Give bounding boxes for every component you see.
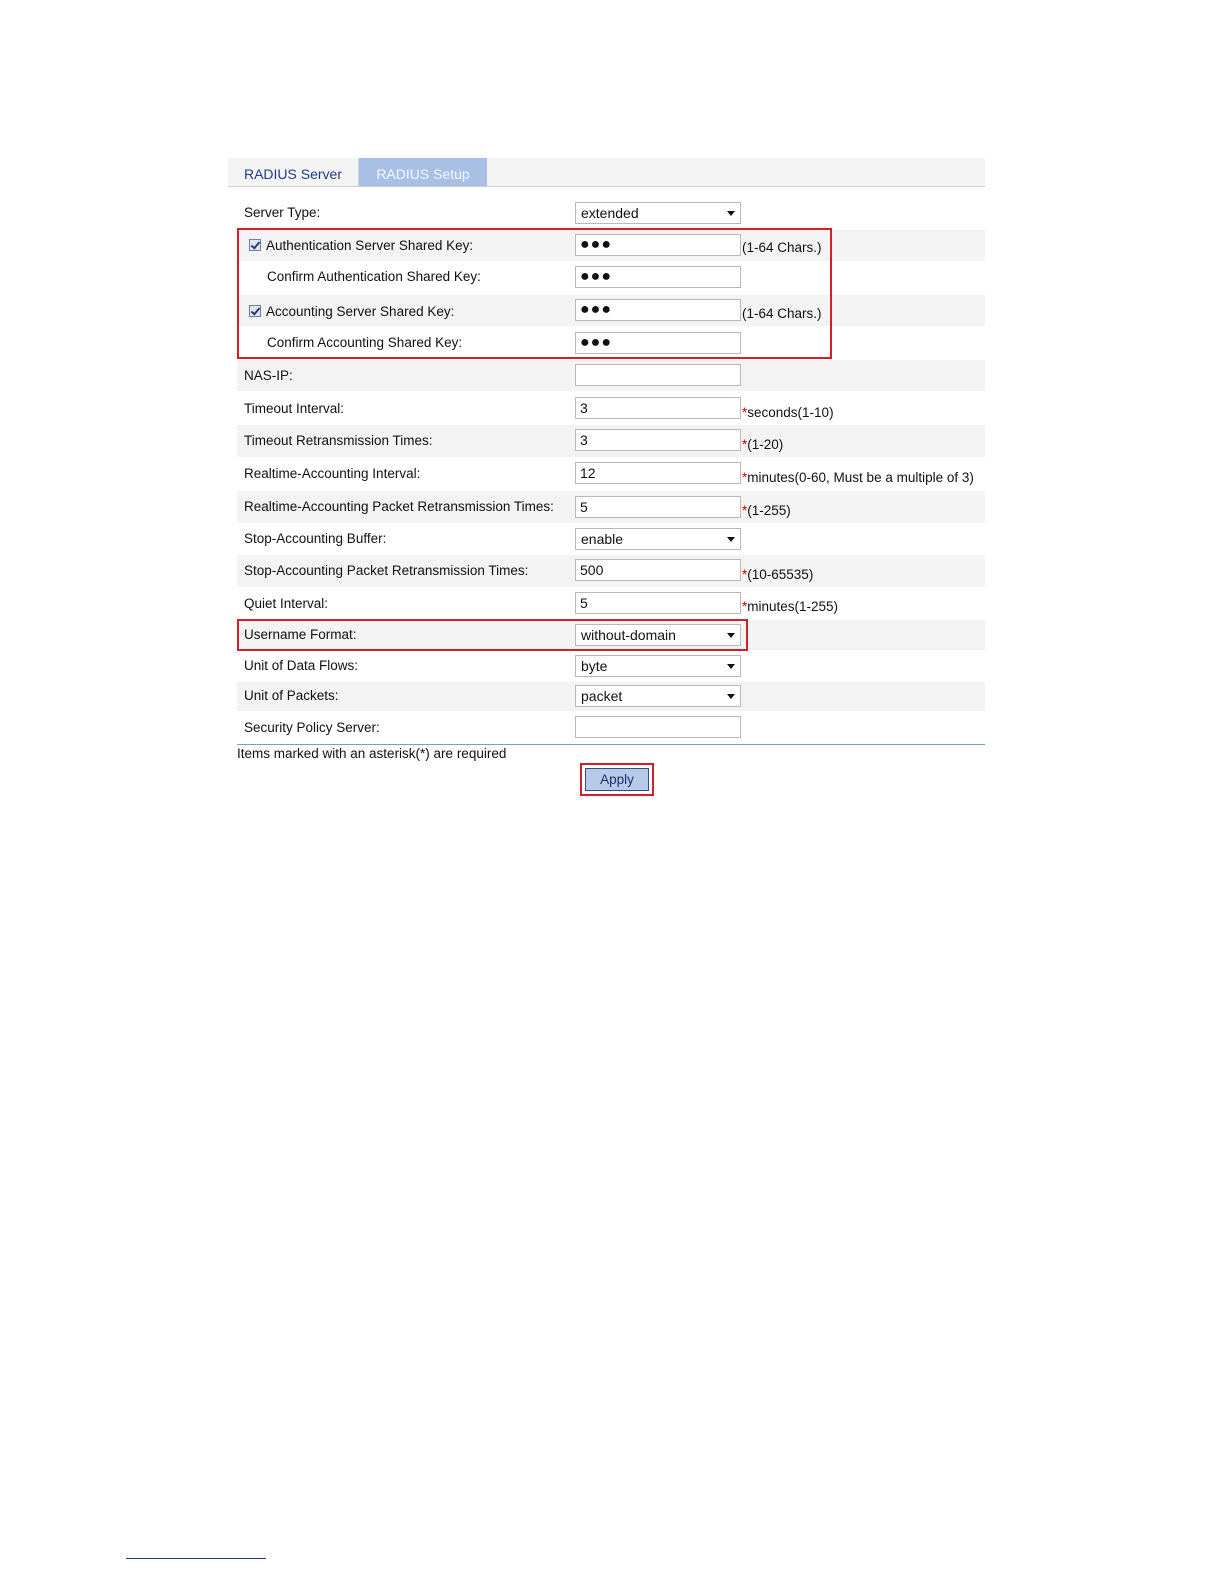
- nas-ip-input[interactable]: [575, 364, 741, 386]
- chevron-down-icon: [727, 694, 735, 699]
- highlight-username-format-box: [237, 619, 748, 651]
- rt-acct-interval-input[interactable]: 12: [575, 462, 741, 484]
- stop-acct-retrans-input[interactable]: 500: [575, 559, 741, 581]
- quiet-interval-label: Quiet Interval:: [244, 596, 329, 611]
- quiet-interval-hint: *minutes(1-255): [742, 599, 839, 614]
- row-nas-ip: [237, 360, 985, 391]
- chevron-down-icon: [727, 664, 735, 669]
- confirm-acct-key-input[interactable]: ●●●: [575, 332, 741, 354]
- rt-acct-retrans-input[interactable]: 5: [575, 496, 741, 518]
- auth-key-label: Authentication Server Shared Key:: [266, 238, 474, 253]
- rt-acct-interval-hint: *minutes(0-60, Must be a multiple of 3): [742, 470, 974, 485]
- data-flow-unit-label: Unit of Data Flows:: [244, 658, 359, 673]
- rt-acct-retrans-hint: *(1-255): [742, 503, 791, 518]
- row-stop-acct-buffer: [237, 524, 985, 554]
- auth-key-hint: (1-64 Chars.): [742, 240, 822, 255]
- required-note: Items marked with an asterisk(*) are required: [237, 746, 507, 761]
- data-flow-unit-select[interactable]: [575, 655, 741, 677]
- packet-unit-value: packet: [581, 688, 623, 704]
- confirm-acct-key-label: Confirm Accounting Shared Key:: [267, 335, 463, 350]
- confirm-auth-key-label: Confirm Authentication Shared Key:: [267, 269, 481, 284]
- security-policy-server-label: Security Policy Server:: [244, 720, 380, 735]
- username-format-label: Username Format:: [244, 627, 357, 642]
- server-type-value: extended: [581, 205, 639, 221]
- tab-bar: [228, 158, 985, 187]
- row-timeout-interval: [237, 393, 985, 424]
- timeout-interval-input[interactable]: 3: [575, 397, 741, 419]
- auth-key-input[interactable]: ●●●: [575, 234, 741, 256]
- form-separator: [237, 744, 985, 745]
- highlight-shared-keys-box: [237, 228, 832, 359]
- timeout-retrans-input[interactable]: 3: [575, 429, 741, 451]
- stop-acct-retrans-label: Stop-Accounting Packet Retransmission Times:: [244, 563, 529, 578]
- stop-acct-retrans-hint: *(10-65535): [742, 567, 814, 582]
- row-server-type: [237, 198, 985, 228]
- row-rt-acct-retrans: [237, 491, 985, 523]
- packet-unit-label: Unit of Packets:: [244, 688, 339, 703]
- acct-key-hint: (1-64 Chars.): [742, 306, 822, 321]
- footnote-rule: [126, 1558, 266, 1559]
- stop-acct-buffer-label: Stop-Accounting Buffer:: [244, 531, 387, 546]
- row-stop-acct-retrans: [237, 555, 985, 587]
- row-packet-unit: [237, 682, 985, 711]
- timeout-retrans-label: Timeout Retransmission Times:: [244, 433, 433, 448]
- row-rt-acct-interval: [237, 458, 985, 490]
- stop-acct-buffer-select[interactable]: [575, 528, 741, 550]
- row-quiet-interval: [237, 588, 985, 619]
- quiet-interval-input[interactable]: 5: [575, 592, 741, 614]
- data-flow-unit-value: byte: [581, 658, 608, 674]
- row-timeout-retrans: [237, 425, 985, 457]
- rt-acct-interval-label: Realtime-Accounting Interval:: [244, 466, 421, 481]
- stop-acct-buffer-value: enable: [581, 531, 624, 547]
- tab-radius-server[interactable]: RADIUS Server: [228, 158, 359, 186]
- timeout-retrans-hint: *(1-20): [742, 437, 784, 452]
- timeout-interval-hint: *seconds(1-10): [742, 405, 834, 420]
- packet-unit-select[interactable]: [575, 685, 741, 707]
- apply-button[interactable]: Apply: [585, 768, 649, 791]
- server-type-select[interactable]: [575, 202, 741, 224]
- rt-acct-retrans-label: Realtime-Accounting Packet Retransmission Times:: [244, 499, 554, 514]
- row-security-policy-server: [237, 712, 985, 744]
- tab-radius-setup[interactable]: RADIUS Setup: [359, 158, 487, 186]
- nas-ip-label: NAS-IP:: [244, 368, 293, 383]
- acct-key-input[interactable]: ●●●: [575, 299, 741, 321]
- username-format-value: without-domain: [581, 627, 676, 643]
- acct-key-label: Accounting Server Shared Key:: [266, 304, 455, 319]
- chevron-down-icon: [727, 537, 735, 542]
- server-type-label: Server Type:: [244, 205, 321, 220]
- chevron-down-icon: [727, 211, 735, 216]
- security-policy-server-input[interactable]: [575, 716, 741, 738]
- timeout-interval-label: Timeout Interval:: [244, 401, 345, 416]
- confirm-auth-key-input[interactable]: ●●●: [575, 266, 741, 288]
- row-data-flow-unit: [237, 651, 985, 681]
